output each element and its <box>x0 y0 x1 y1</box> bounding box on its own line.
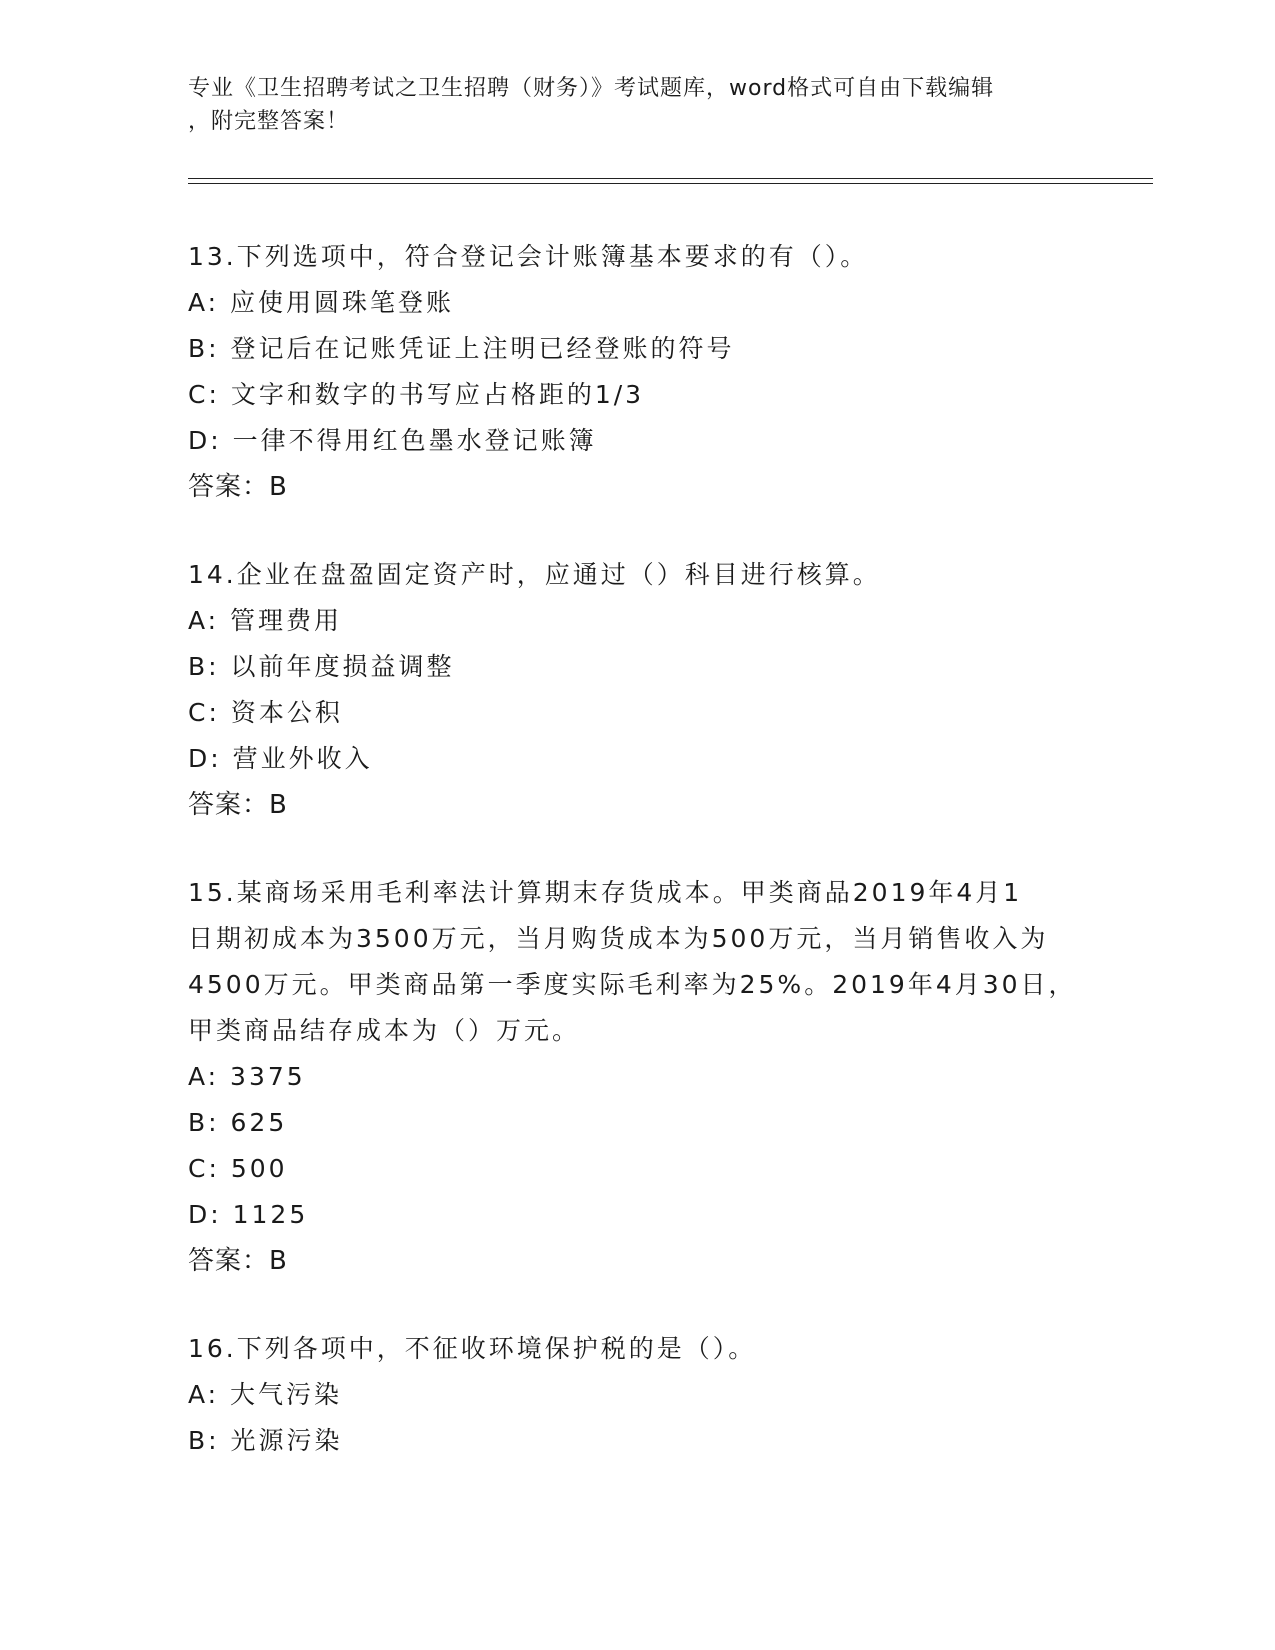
header-double-rule <box>188 178 1153 184</box>
option-b: B: 以前年度损益调整 <box>188 652 455 681</box>
option-c: C: 资本公积 <box>188 698 343 727</box>
question-13 <box>188 234 1088 510</box>
question-stem: 16.下列各项中，不征收环境保护税的是（）。 <box>188 1334 757 1363</box>
answer-line: 答案：B <box>188 1246 288 1276</box>
option-d: D: 一律不得用红色墨水登记账簿 <box>188 426 597 455</box>
question-stem-line-2: 日期初成本为3500万元，当月购货成本为500万元，当月销售收入为 <box>188 924 1049 953</box>
answer-line: 答案：B <box>188 790 288 820</box>
option-a: A: 应使用圆珠笔登账 <box>188 288 455 317</box>
option-a: A: 3375 <box>188 1062 306 1091</box>
option-d: D: 营业外收入 <box>188 744 373 773</box>
option-a: A: 管理费用 <box>188 606 343 635</box>
header-line-2: ，附完整答案！ <box>188 109 350 134</box>
document-header <box>188 72 1088 138</box>
option-b: B: 625 <box>188 1108 288 1137</box>
question-list <box>188 234 1088 1506</box>
question-stem: 13.下列选项中，符合登记会计账簿基本要求的有（）。 <box>188 242 869 271</box>
question-stem: 14.企业在盘盈固定资产时，应通过（）科目进行核算。 <box>188 560 881 589</box>
option-c: C: 文字和数字的书写应占格距的1/3 <box>188 380 645 409</box>
question-stem-line-4: 甲类商品结存成本为（）万元。 <box>188 1016 581 1045</box>
option-a: A: 大气污染 <box>188 1380 343 1409</box>
header-line-1: 专业《卫生招聘考试之卫生招聘（财务）》考试题库，word格式可自由下载编辑 <box>188 76 995 101</box>
option-d: D: 1125 <box>188 1200 309 1229</box>
question-stem-line-3: 4500万元。甲类商品第一季度实际毛利率为25%。2019年4月30日， <box>188 970 1077 999</box>
question-15 <box>188 870 1088 1284</box>
question-16 <box>188 1326 1088 1464</box>
option-b: B: 登记后在记账凭证上注明已经登账的符号 <box>188 334 735 363</box>
option-b: B: 光源污染 <box>188 1426 343 1455</box>
option-c: C: 500 <box>188 1154 288 1183</box>
answer-line: 答案：B <box>188 472 288 502</box>
question-14 <box>188 552 1088 828</box>
question-stem-line-1: 15.某商场采用毛利率法计算期末存货成本。甲类商品2019年4月1 <box>188 878 1023 907</box>
